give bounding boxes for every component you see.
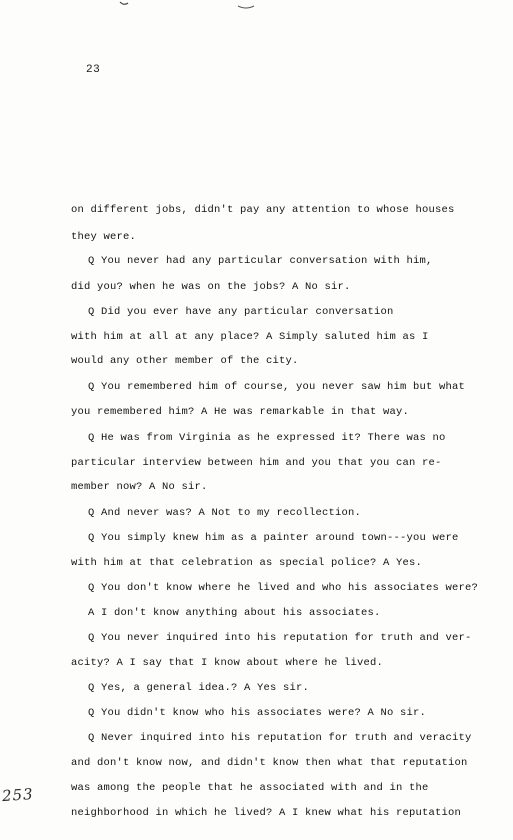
transcript-line: acity? A I say that I know about where he lived.: [71, 657, 384, 669]
transcript-line: Q You never had any particular conversation with him,: [88, 255, 433, 267]
transcript-line: on different jobs, didn't pay any attention to whose houses: [71, 204, 455, 216]
transcript-line: particular interview between him and you that you can re-: [71, 457, 442, 469]
transcript-line: and don't know now, and didn't know then what that reputation: [71, 757, 468, 769]
transcript-line: Q Did you ever have any particular conversation: [88, 306, 394, 318]
transcript-line: with him at all at any place? A Simply saluted him as I: [71, 331, 429, 343]
top-edge-marks: [118, 0, 258, 12]
transcript-line: you remembered him? A He was remarkable in that way.: [71, 406, 410, 418]
transcript-line: Q You remembered him of course, you never saw him but what: [88, 381, 466, 393]
transcript-line: neighborhood in which he lived? A I knew what his reputation: [71, 807, 462, 819]
handwritten-margin-note: 253: [1, 784, 35, 806]
transcript-line: Q He was from Virginia as he expressed it? There was no: [88, 432, 446, 444]
transcript-line: with him at that celebration as special police? A Yes.: [71, 557, 423, 569]
transcript-line: Q You don't know where he lived and who his associates were?: [88, 582, 479, 594]
transcript-line: was among the people that he associated with and in the: [71, 782, 429, 794]
transcript-line: Q Never inquired into his reputation for truth and veracity: [88, 732, 472, 744]
transcript-line: did you? when he was on the jobs? A No sir.: [71, 281, 351, 293]
transcript-line: member now? A No sir.: [71, 481, 208, 493]
transcript-line: Q You simply knew him as a painter around town---you were: [88, 532, 459, 544]
transcript-line: Q You never inquired into his reputation for truth and ver-: [88, 632, 472, 644]
transcript-line: Q You didn't know who his associates were? A No sir.: [88, 707, 427, 719]
page-number: 23: [86, 64, 101, 76]
transcript-line: would any other member of the city.: [71, 355, 299, 367]
transcript-line: Q Yes, a general idea.? A Yes sir.: [88, 682, 310, 694]
transcript-line: they were.: [71, 231, 137, 243]
transcript-line: A I don't know anything about his associates.: [88, 607, 381, 619]
transcript-line: Q And never was? A Not to my recollection.: [88, 507, 362, 519]
